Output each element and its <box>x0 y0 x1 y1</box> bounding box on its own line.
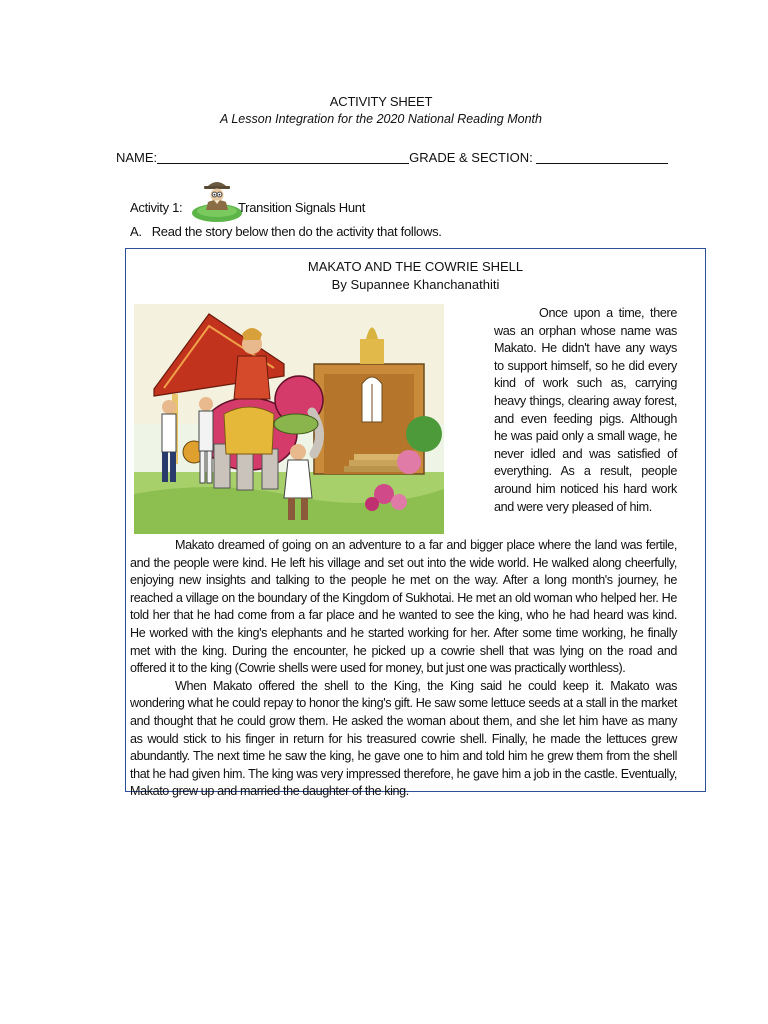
story-paragraph: When Makato offered the shell to the King, the King said he could keep it. Makato was wondering what he could repay to honor the king's gift. He saw some lettuce seeds at a stall in the market and thought that he could grow them. He asked the woman about them, and she let him have as many as would stick to his finger in return for his treasured cowrie shell. Finally, he made the lettuces grew abundantly. The next time he saw the king, he gave one to him and told him he grew them from the shell that he had given him. The king was very impressed therefore, he gave him a job in the castle. Eventually, Makato grew up and married the daughter of the king. <box>130 678 677 799</box>
story-intro-paragraph: Once upon a time, there was an orphan whose name was Makato. He didn't have any ways to support himself, so he did every kind of work such as, carrying heavy things, clearing away forest, and even feeding pigs. Although he was paid only a small wage, he never idled and was satisfied of everything. As a result, people around him noticed his hard work and were very pleased of him. <box>494 306 677 514</box>
sheet-subtitle: A Lesson Integration for the 2020 National Reading Month <box>220 112 542 126</box>
story-title: MAKATO AND THE COWRIE SHELL <box>307 259 524 274</box>
activity-name: Transition Signals Hunt <box>238 200 366 215</box>
elephant-procession-illustration <box>134 304 444 534</box>
story-author: By Supannee Khanchanathiti <box>331 277 500 292</box>
story-body <box>130 537 677 801</box>
instruction <box>130 224 442 239</box>
grade-section-label: GRADE & SECTION: <box>409 150 533 165</box>
name-label: NAME: <box>116 150 158 165</box>
activity-label: Activity 1: <box>130 200 183 215</box>
instruction-text: Read the story below then do the activity that follows. <box>151 224 442 239</box>
sheet-title: ACTIVITY SHEET <box>329 94 433 109</box>
name-grade-line <box>116 150 668 165</box>
grade-section-field[interactable] <box>536 150 668 164</box>
instruction-letter: A. <box>130 224 142 239</box>
story-paragraph: Makato dreamed of going on an adventure to a far and bigger place where the land was fertile, and the people were kind. He left his village and set out into the wide world. He walked along cheerfully, enjoying new insights and talking to the people he met on the way. After a long month's journey, he reached a village on the boundary of the Kingdom of Sukhotai. He met an old woman who helped her. He told her that he had come from a far place and he wanted to see the king, who he had heard was kind. He worked with the king's elephants and he started working for her. After some time working, he finally met with the king. During the encounter, he picked up a cowrie shell that was lying on the road and offered it to the king (Cowrie shells were used for money, but just one was practically worthless). <box>130 538 677 676</box>
detective-magnifier-icon <box>190 180 244 222</box>
name-field[interactable] <box>157 150 409 164</box>
